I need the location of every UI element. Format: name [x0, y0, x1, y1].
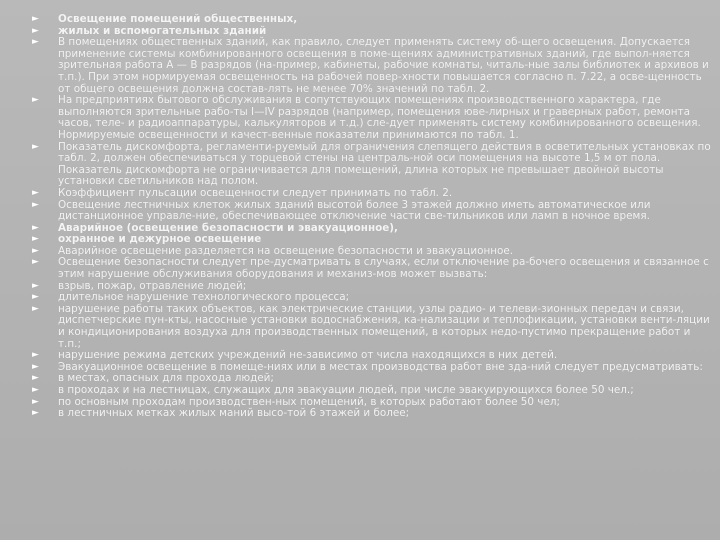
item-text: по основным проходам производствен-ных помещений, в которых работают более 50 чел; — [58, 395, 560, 408]
bullet-arrow-icon: ► — [32, 37, 39, 48]
item-text: длительное нарушение технологического процесса; — [58, 291, 350, 304]
bullet-arrow-icon: ► — [32, 292, 39, 303]
bullet-arrow-icon: ► — [32, 14, 39, 24]
item-text: жилых и вспомогательных зданий — [58, 24, 267, 37]
list-item — [0, 304, 712, 350]
item-text: взрыв, пожар, отравление людей; — [58, 279, 247, 292]
bullet-arrow-icon: ► — [32, 199, 39, 210]
item-text: Освещение помещений общественных, — [58, 13, 298, 25]
bullet-arrow-icon: ► — [32, 361, 39, 372]
item-text: Коэффициент пульсации освещенности следует принимать по табл. 2. — [58, 186, 453, 199]
list-item — [0, 37, 712, 95]
item-text: в проходах и на лестницах, служащих для эвакуации людей, при числе эвакуирующихся более 50 чел.; — [58, 384, 634, 396]
bullet-arrow-icon: ► — [32, 141, 39, 152]
bullet-arrow-icon: ► — [32, 303, 39, 314]
list-item — [0, 257, 712, 280]
bullet-arrow-icon: ► — [32, 25, 39, 36]
item-text: охранное и дежурное освещение — [58, 233, 262, 246]
item-text: Освещение лестничных клеток жилых зданий высотой более 3 этажей должно иметь автоматическое или дистанционное управле-ние, обеспечивающее отключение части све-тильников или ламп в ночное время. — [58, 198, 651, 223]
bullet-arrow-icon: ► — [32, 187, 39, 198]
bullet-arrow-icon: ► — [32, 234, 39, 245]
item-text: нарушение режима детских учреждений не-зависимо от числа находящихся в них детей. — [58, 349, 558, 362]
item-text: нарушение работы таких объектов, как электрические станции, узлы радио- и телеви-зионных передач и связи, диспетчерские пун-кты, насосные установки водоснабжения, ка-нализации и теплофикации, установки венти-ляции и кондиционирования воздуха для производственных помещений, в которых недо-пустимо прекращение работ и т.п.; — [58, 302, 710, 350]
bullet-arrow-icon: ► — [32, 373, 39, 384]
item-text: Эвакуационное освещение в помеще-ниях или в местах производства работ вне зда-ний следует предусматривать: — [58, 360, 703, 373]
item-text: Показатель дискомфорта, регламенти-руемый для ограничения слепящего действия в осветительных установках по табл. 2, должен обеспечиваться у торцевой стены на централь-ной оси помещения на высоте 1,5 м от пола. Показатель дискомфорта не ограничивается для помещений, длина которых не превышает двойной высоты установки светильников над полом. — [58, 140, 711, 188]
bullet-list — [0, 14, 712, 420]
item-text: В помещениях общественных зданий, как правило, следует применять систему об-щего освещения. Допускается применение системы комбинированного освещения в поме-щениях административных зданий, где выпол-няется зрительная работа А — В разрядов (на-пример, кабинеты, рабочие комнаты, читаль-ные залы библиотек и архивов и т.п.). При этом нормируемая освещенность на рабочей повер-хности повышается согласно п. 7.22, а осве-щенность от общего освещения должна состав-лять не менее 70% значений по табл. 2. — [58, 36, 709, 95]
item-text: Аварийное освещение разделяется на освещение безопасности и эвакуационное. — [58, 244, 514, 257]
item-text: Аварийное (освещение безопасности и эвакуационное), — [58, 221, 399, 234]
list-item — [0, 200, 712, 223]
bullet-arrow-icon: ► — [32, 257, 39, 268]
bullet-arrow-icon: ► — [32, 396, 39, 407]
bullet-arrow-icon: ► — [32, 95, 39, 106]
item-text: Освещение безопасности следует пре-дусматривать в случаях, если отключение ра-бочего освещения и связанное с этим нарушение обслуживания оборудования и механиз-мов может вызвать: — [58, 256, 709, 281]
item-text: На предприятиях бытового обслуживания в сопутствующих помещениях производственного характера, где выполняются зрительные рабо-ты I—IV разрядов (например, помещения юве-лирных и граверных работ, ремонта часов, теле- и радиоаппаратуры, калькуляторов и т.д.) сле-дует применять систему комбинированного освещения. Нормируемые освещенности и качест-венные показатели принимаются по табл. 1. — [58, 94, 701, 141]
bullet-arrow-icon: ► — [32, 350, 39, 361]
bullet-arrow-icon: ► — [32, 408, 39, 419]
bullet-arrow-icon: ► — [32, 385, 39, 395]
bullet-arrow-icon: ► — [32, 245, 39, 256]
item-text: в местах, опасных для прохода людей; — [58, 372, 274, 385]
list-item — [0, 95, 712, 141]
item-text: в лестничных метках жилых маний высо-той 6 этажей и более; — [58, 407, 410, 420]
bullet-arrow-icon: ► — [32, 280, 39, 291]
list-item — [0, 408, 712, 420]
list-item — [0, 142, 712, 188]
bullet-arrow-icon: ► — [32, 222, 39, 233]
